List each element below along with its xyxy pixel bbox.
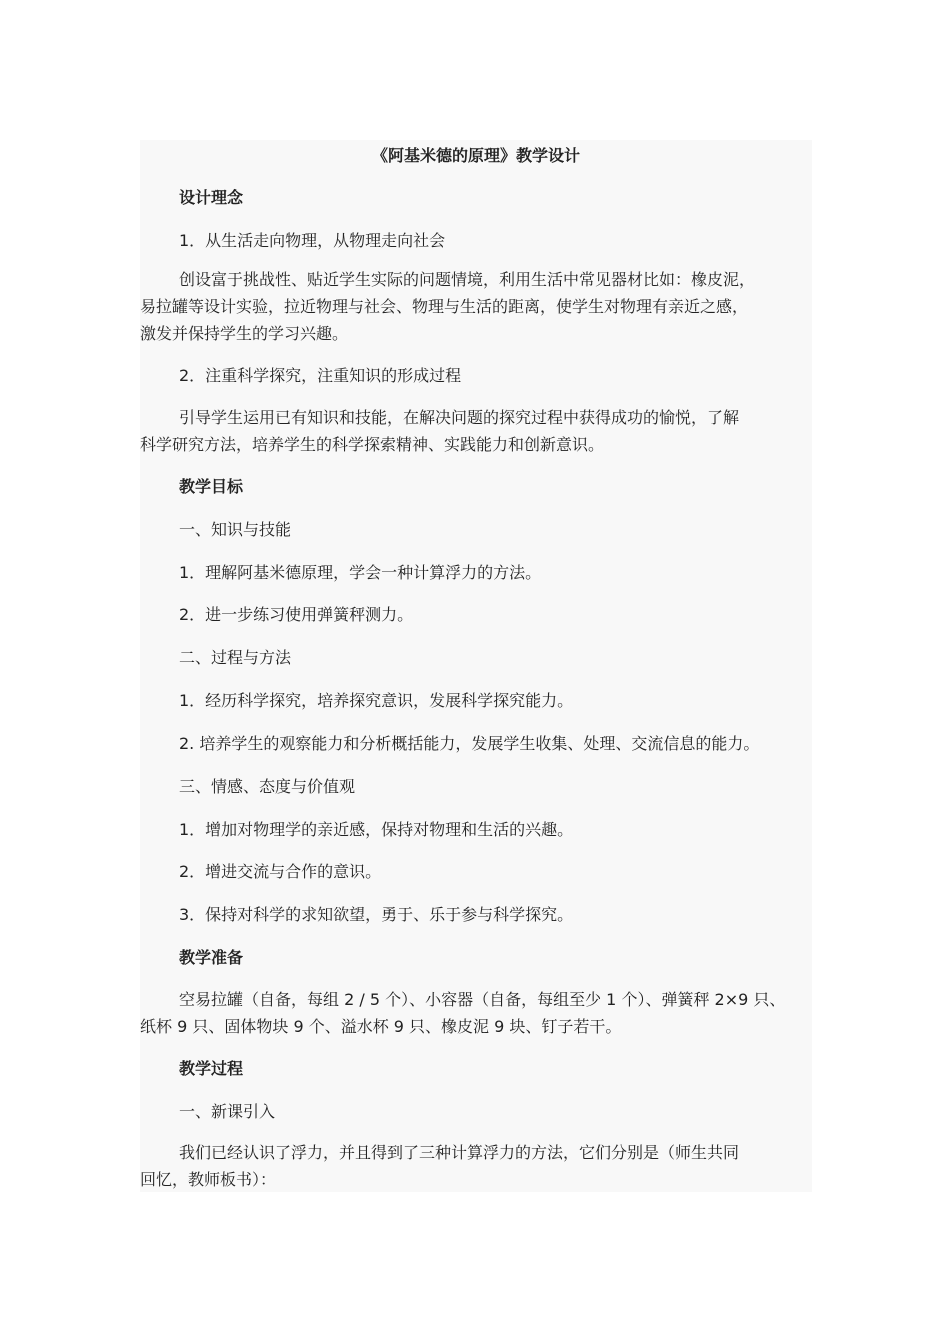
process-paragraph-line-1: 我们已经认识了浮力，并且得到了三种计算浮力的方法，它们分别是（师生共同 [179,1143,740,1162]
goals-emotion-item-3: 3．保持对科学的求知欲望，勇于、乐于参与科学探究。 [179,905,574,924]
document-title: 《阿基米德的原理》教学设计 [371,146,580,165]
process-subheading-intro: 一、新课引入 [179,1102,276,1121]
concept-item-2: 2．注重科学探究，注重知识的形成过程 [179,366,462,385]
concept-paragraph-2-line-2: 科学研究方法，培养学生的科学探索精神、实践能力和创新意识。 [140,435,605,454]
goals-emotion-item-1: 1．增加对物理学的亲近感，保持对物理和生活的兴趣。 [179,820,574,839]
goals-emotion-item-2: 2．增进交流与合作的意识。 [179,862,382,881]
section-heading-preparation: 教学准备 [179,948,244,967]
concept-paragraph-1-line-2: 易拉罐等设计实验，拉近物理与社会、物理与生活的距离，使学生对物理有亲近之感， [140,297,749,316]
goals-knowledge-item-1: 1．理解阿基米德原理，学会一种计算浮力的方法。 [179,563,542,582]
goals-process-item-2: 2. 培养学生的观察能力和分析概括能力，发展学生收集、处理、交流信息的能力。 [179,734,760,753]
section-heading-teaching-process: 教学过程 [179,1059,244,1078]
concept-paragraph-2-line-1: 引导学生运用已有知识和技能，在解决问题的探究过程中获得成功的愉悦，了解 [179,408,740,427]
process-paragraph-line-2: 回忆，教师板书）： [140,1170,277,1189]
goals-subheading-process: 二、过程与方法 [179,648,292,667]
concept-paragraph-1-line-3: 激发并保持学生的学习兴趣。 [140,324,349,343]
goals-knowledge-item-2: 2．进一步练习使用弹簧秤测力。 [179,605,414,624]
concept-item-1: 1．从生活走向物理，从物理走向社会 [179,231,446,250]
section-heading-design-concept: 设计理念 [179,188,244,207]
section-heading-teaching-goals: 教学目标 [179,477,244,496]
goals-process-item-1: 1．经历科学探究，培养探究意识，发展科学探究能力。 [179,691,574,710]
preparation-paragraph-line-2: 纸杯 9 只、固体物块 9 个、溢水杯 9 只、橡皮泥 9 块、钉子若干。 [140,1017,622,1036]
preparation-paragraph-line-1: 空易拉罐（自备，每组 2 / 5 个）、小容器（自备，每组至少 1 个）、弹簧秤 2×9 只、 [179,990,786,1009]
goals-subheading-emotion: 三、情感、态度与价值观 [179,777,356,796]
document-page [140,140,812,1192]
concept-paragraph-1-line-1: 创设富于挑战性、贴近学生实际的问题情境，利用生活中常见器材比如：橡皮泥， [179,270,756,289]
goals-subheading-knowledge: 一、知识与技能 [179,520,292,539]
